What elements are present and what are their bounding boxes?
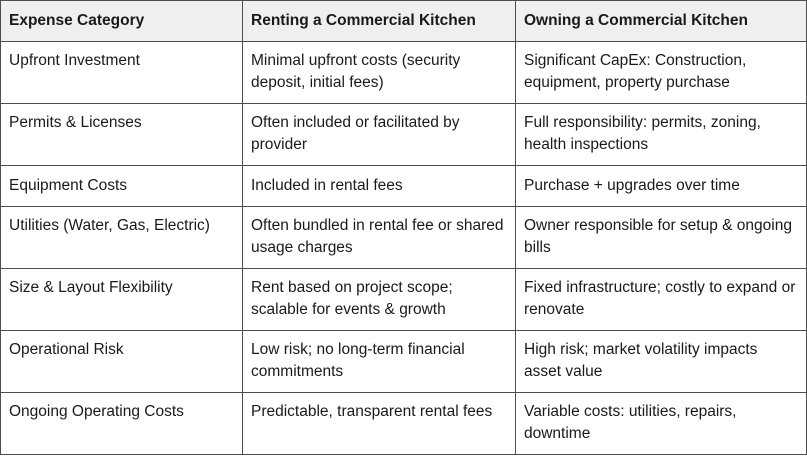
cell-category: Operational Risk [1, 331, 243, 393]
cell-category: Upfront Investment [1, 42, 243, 104]
table-row [1, 42, 807, 104]
cell-category: Equipment Costs [1, 166, 243, 207]
cell-category: Size & Layout Flexibility [1, 269, 243, 331]
table-row [1, 331, 807, 393]
table-row [1, 166, 807, 207]
cell-owning: Full responsibility: permits, zoning, health inspections [516, 104, 807, 166]
cell-renting: Rent based on project scope; scalable for events & growth [243, 269, 516, 331]
cell-renting: Included in rental fees [243, 166, 516, 207]
cell-renting: Low risk; no long-term financial commitments [243, 331, 516, 393]
header-row [1, 1, 807, 42]
cell-owning: High risk; market volatility impacts asset value [516, 331, 807, 393]
cell-owning: Owner responsible for setup & ongoing bills [516, 207, 807, 269]
cell-owning: Significant CapEx: Construction, equipment, property purchase [516, 42, 807, 104]
header-owning: Owning a Commercial Kitchen [516, 1, 807, 42]
table-row [1, 104, 807, 166]
cell-renting: Predictable, transparent rental fees [243, 393, 516, 455]
header-renting: Renting a Commercial Kitchen [243, 1, 516, 42]
cell-owning: Variable costs: utilities, repairs, downtime [516, 393, 807, 455]
cell-renting: Minimal upfront costs (security deposit, initial fees) [243, 42, 516, 104]
cell-renting: Often bundled in rental fee or shared usage charges [243, 207, 516, 269]
cell-category: Utilities (Water, Gas, Electric) [1, 207, 243, 269]
cell-owning: Fixed infrastructure; costly to expand or renovate [516, 269, 807, 331]
header-expense-category: Expense Category [1, 1, 243, 42]
table-row [1, 207, 807, 269]
cell-renting: Often included or facilitated by provider [243, 104, 516, 166]
cell-owning: Purchase + upgrades over time [516, 166, 807, 207]
table-row [1, 393, 807, 455]
cell-category: Permits & Licenses [1, 104, 243, 166]
cell-category: Ongoing Operating Costs [1, 393, 243, 455]
table-row [1, 269, 807, 331]
